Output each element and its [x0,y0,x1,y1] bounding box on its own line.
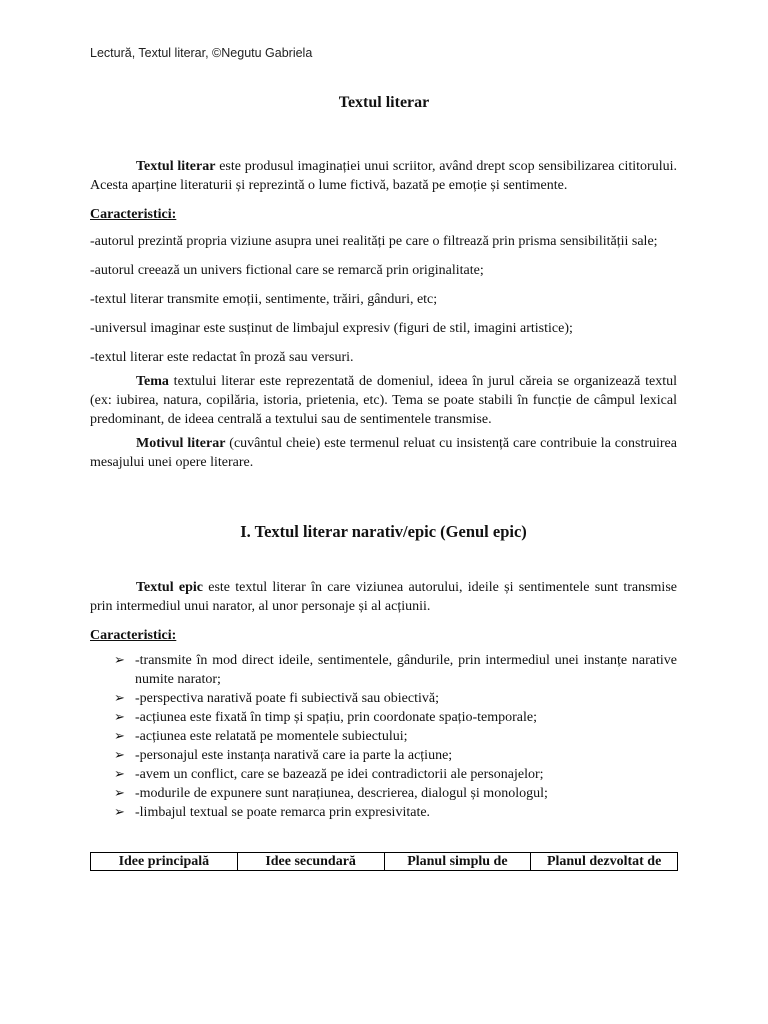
epic-intro-paragraph [90,578,677,616]
list-item: ➢ -acțiunea este fixată în timp și spațiu, prin coordonate spațio-temporale; [114,710,537,725]
list-item: ➢ -avem un conflict, care se bazează pe idei contradictorii ale personajelor; [114,767,544,782]
characteristics-heading: Caracteristici: [90,207,177,222]
list-item: ➢ -modurile de expunere sunt narațiunea, descrierea, dialogul și monologul; [114,786,548,801]
motiv-paragraph [90,434,677,472]
characteristic-item: -autorul creează un univers fictional care se remarcă prin originalitate; [90,263,484,278]
list-item: ➢ -limbajul textual se poate remarca prin expresivitate. [114,805,431,820]
motiv-text: (cuvântul cheie) este termenul reluat cu insistență care contribuie la construirea mesajului unei opere literare. [90,436,677,470]
arrow-bullet-icon: ➢ [114,653,125,668]
arrow-bullet-icon: ➢ [114,805,125,820]
list-item: ➢ -transmite în mod direct ideile, sentimentele, gândurile, prin intermediul unei instanțe narative numite narator; [114,653,677,687]
ideas-table [90,852,678,871]
list-item: ➢ -acțiunea este relatată pe momentele subiectului; [114,729,408,744]
intro-text: este produsul imaginației unui scriitor, având drept scop sensibilizarea cititorului. Acesta aparține literaturii și reprezintă o lume fictivă, bazată pe emoție și sentimente. [90,159,677,193]
list-item: ➢ -perspectiva narativă poate fi subiectivă sau obiectivă; [114,691,439,706]
arrow-bullet-icon: ➢ [114,786,125,801]
characteristic-item: -universul imaginar este susținut de limbajul expresiv (figuri de stil, imagini artistice); [90,321,573,336]
arrow-bullet-icon: ➢ [114,729,125,744]
characteristic-item: -textul literar transmite emoții, sentimente, trăiri, gânduri, etc; [90,292,438,307]
list-item: ➢ -personajul este instanța narativă care ia parte la acțiune; [114,748,453,763]
characteristic-item: -textul literar este redactat în proză sau versuri. [90,350,354,365]
epic-characteristics-heading: Caracteristici: [90,628,177,643]
table-header-cell: Idee principală [91,853,238,871]
intro-term: Textul literar [136,159,216,174]
table-header-cell: Idee secundară [237,853,384,871]
section-title: I. Textul literar narativ/epic (Genul epic) [240,522,527,541]
intro-paragraph [90,157,677,195]
document-title: Textul literar [338,94,430,111]
epic-intro-text: este textul literar în care viziunea autorului, ideile și sentimentele sunt transmise prin intermediul unui narator, al unor personaje și al acțiunii. [90,580,677,614]
table-header-cell: Planul dezvoltat de [531,853,678,871]
tema-term: Tema [136,374,169,389]
arrow-bullet-icon: ➢ [114,767,125,782]
table-header-row [91,853,678,871]
characteristic-item: -autorul prezintă propria viziune asupra unei realități pe care o filtrează prin prisma sensibilității sale; [90,234,658,249]
arrow-bullet-icon: ➢ [114,710,125,725]
motiv-term: Motivul literar [136,436,226,451]
page-header: Lectură, Textul literar, ©Negutu Gabriela [90,46,313,60]
tema-text: textului literar este reprezentată de domeniul, ideea în jurul căreia se organizează textul (ex: iubirea, natura, copilăria, istoria, prietenia, etc). Tema se poate stabili în funcție de câmpul lexical predominant, de ideea centrală a textului sau de sentimentele transmise. [90,374,677,427]
document-body [90,157,677,871]
epic-characteristics-list [90,651,677,822]
tema-paragraph [90,372,677,429]
table-header-cell: Planul simplu de [384,853,531,871]
arrow-bullet-icon: ➢ [114,748,125,763]
epic-intro-term: Textul epic [136,580,203,595]
arrow-bullet-icon: ➢ [114,691,125,706]
